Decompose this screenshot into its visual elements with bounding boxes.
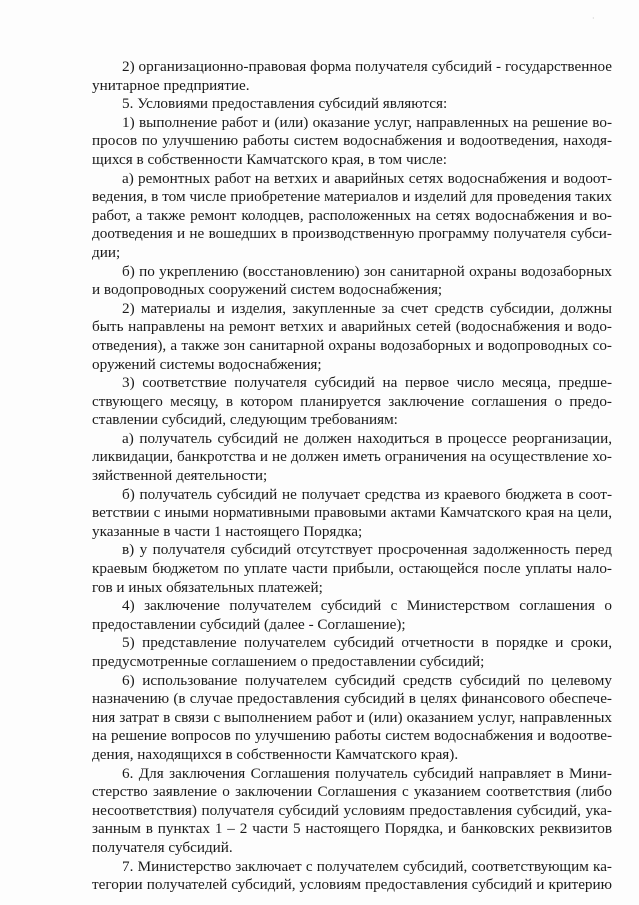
text-line: ветствии с иными нормативными правовыми актами Камчатского края на цели, [92, 504, 612, 522]
text-line: 6. Для заключения Соглашения получатель субсидий направляет в Мини- [122, 764, 612, 782]
text-line: 5. Условиями предоставления субсидий являются: [122, 95, 448, 113]
text-line: 3) соответствие получателя субсидий на первое число месяца, предше- [122, 374, 612, 392]
text-line: 7. Министерство заключает с получателем субсидий, соответствующим ка- [122, 857, 612, 875]
text-line: ликвидации, банкротства и не должен иметь ограничения на осуществление хо- [92, 448, 612, 466]
text-line: предоставлении субсидий (далее - Соглашение); [92, 615, 406, 633]
text-line: доотведения и не вошедших в производственную программу получателя субси- [92, 225, 612, 243]
text-line: отведения), а также зон санитарной охраны водозаборных и водопроводных со- [92, 336, 612, 354]
text-line: б) по укреплению (восстановлению) зон санитарной охраны водозаборных [122, 262, 612, 280]
text-line: получателя субсидий. [92, 838, 233, 856]
text-line: назначению (в случае предоставления субсидий в целях финансового обеспече- [92, 690, 612, 708]
text-line: тегории получателей субсидий, условиям предоставления субсидий и критерию [92, 876, 612, 894]
text-line: предусмотренные соглашением о предоставлении субсидий; [92, 653, 485, 670]
text-line: унитарное предприятие. [92, 76, 250, 94]
text-line: гов и иных обязательных платежей; [92, 578, 323, 596]
text-line: 1) выполнение работ и (или) оказание услуг, направленных на решение во- [122, 113, 612, 131]
text-line: занным в пунктах 1 – 2 части 5 настоящего Порядка, и банковских реквизитов [92, 820, 612, 838]
text-line: быть направлены на ремонт ветхих и аварийных сетей (водоснабжения и водо- [92, 318, 612, 336]
text-line: 5) представление получателем субсидий отчетности в порядке и сроки, [122, 634, 612, 652]
text-line: ставлении субсидий, следующим требованиям: [92, 411, 398, 429]
text-line: оружений системы водоснабжения; [92, 355, 322, 373]
text-line: дии; [92, 243, 121, 261]
text-line: 6) использование получателем субсидий средств субсидий по целевому [122, 671, 612, 689]
text-line: зяйственной деятельности; [92, 467, 268, 485]
text-line: а) получатель субсидий не должен находиться в процессе реорганизации, [122, 429, 612, 447]
text-line: б) получатель субсидий не получает средства из краевого бюджета в соот- [122, 485, 612, 503]
text-line: щихся в собственности Камчатского края, в том числе: [92, 150, 447, 168]
text-line: работ, а также ремонт колодцев, расположенных на сетях водоснабжения и во- [92, 206, 612, 224]
text-line: на решение вопросов по улучшению работы систем водоснабжения и водоотве- [92, 727, 612, 745]
text-line: а) ремонтных работ на ветхих и аварийных сетях водоснабжения и водоот- [122, 169, 612, 187]
text-line: в) у получателя субсидий отсутствует просроченная задолженность перед [122, 541, 612, 559]
text-line: дения, находящихся в собственности Камчатского края). [92, 745, 459, 763]
text-line: ствующего месяцу, в котором планируется заключение соглашения о предо- [92, 392, 612, 410]
text-line: 2) организационно-правовая форма получателя субсидий - государственное [122, 58, 612, 75]
text-line: 2) материалы и изделия, закупленные за счет средств субсидии, должны [122, 299, 612, 317]
text-line: указанные в части 1 настоящего Порядка; [92, 522, 363, 540]
text-line: ведения, в том числе приобретение материалов и изделий для проведения таких [92, 188, 612, 206]
corner-mark: · [592, 14, 595, 23]
text-line: краевым бюджетом по уплате части прибыли, остающейся после уплаты нало- [92, 560, 612, 578]
document-body [92, 58, 612, 895]
text-line: стерство заявление о заключении Соглашения с указанием соответствия (либо [92, 783, 612, 801]
text-line: и водопроводных сооружений систем водоснабжения; [92, 281, 443, 299]
text-line: несоответствия) получателя субсидий условиям предоставления субсидий, ука- [92, 801, 612, 819]
text-line: 4) заключение получателем субсидий с Министерством соглашения о [122, 597, 612, 615]
text-line: просов по улучшению работы систем водоснабжения и водоотведения, находя- [92, 132, 612, 150]
text-line: ния затрат в связи с выполнением работ и (или) оказанием услуг, направленных [92, 708, 612, 726]
